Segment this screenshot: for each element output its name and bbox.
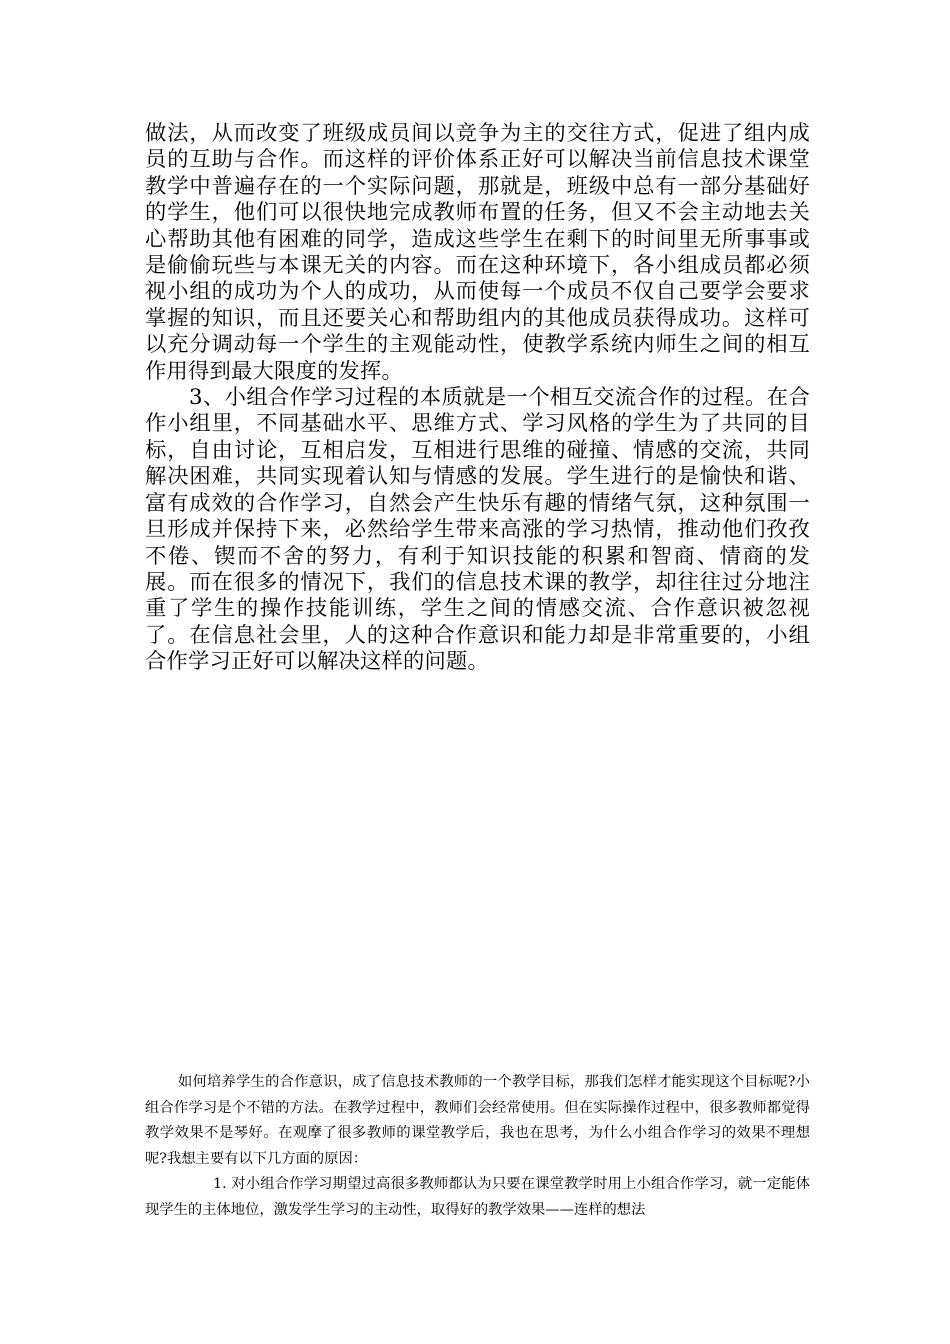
body-paragraph: 3、小组合作学习过程的本质就是一个相互交流合作的过程。在合作小组里，不同基础水平、思维方式、学习风格的学生为了共同的目标，自由讨论，互相启发，互相进行思维的碰撞、情感的交流，共同解决困难，共同实现着认知与情感的发展。学生进行的是愉快和谐、富有成效的合作学习，自然会产生快乐有趣的情绪气氛，这种氛围一旦形成并保持下来，必然给学生带来高涨的学习热情，推动他们孜孜不倦、锲而不舍的努力，有利于知识技能的积累和智商、情商的发展。而在很多的情况下，我们的信息技术课的教学，却往往过分地注重了学生的操作技能训练，学生之间的情感交流、合作意识被忽视了。在信息社会里，人的这种合作意识和能力却是非常重要的，小组合作学习正好可以解决这样的问题。 (145, 385, 810, 675)
body-paragraph: 做法，从而改变了班级成员间以竞争为主的交往方式，促进了组内成员的互助与合作。而这样的评价体系正好可以解决当前信息技术课堂教学中普遍存在的一个实际问题，那就是，班级中总有一部分基础好的学生，他们可以很快地完成教师布置的任务，但又不会主动地去关心帮助其他有困难的同学，造成这些学生在剩下的时间里无所事事或是偷偷玩些与本课无关的内容。而在这种环境下，各小组成员都必须视小组的成功为个人的成功，从而使每一个成员不仅自己要学会要求掌握的知识，而且还要关心和帮助组内的其他成员获得成功。这样可以充分调动每一个学生的主观能动性，使教学系统内师生之间的相互作用得到最大限度的发挥。 (145, 121, 810, 384)
body-paragraph: 如何培养学生的合作意识，成了信息技术教师的一个教学目标，那我们怎样才能实现这个目标呢?小组合作学习是个不错的方法。在教学过程中，教师们会经常使用。但在实际操作过程中，很多教师都觉得教学效果不是琴好。在观摩了很多教师的课堂教学后，我也在思考，为什么小组合作学习的效果不理想呢?我想主要有以下几方面的原因： (145, 1074, 810, 1167)
main-text-block (145, 121, 810, 676)
bottom-text-block (145, 1070, 810, 1223)
body-paragraph: 1. 对小组合作学习期望过高很多教师都认为只要在课堂教学时用上小组合作学习，就一定能体现学生的主体地位，激发学生学习的主动性，取得好的教学效果——连样的想法 (145, 1176, 810, 1218)
